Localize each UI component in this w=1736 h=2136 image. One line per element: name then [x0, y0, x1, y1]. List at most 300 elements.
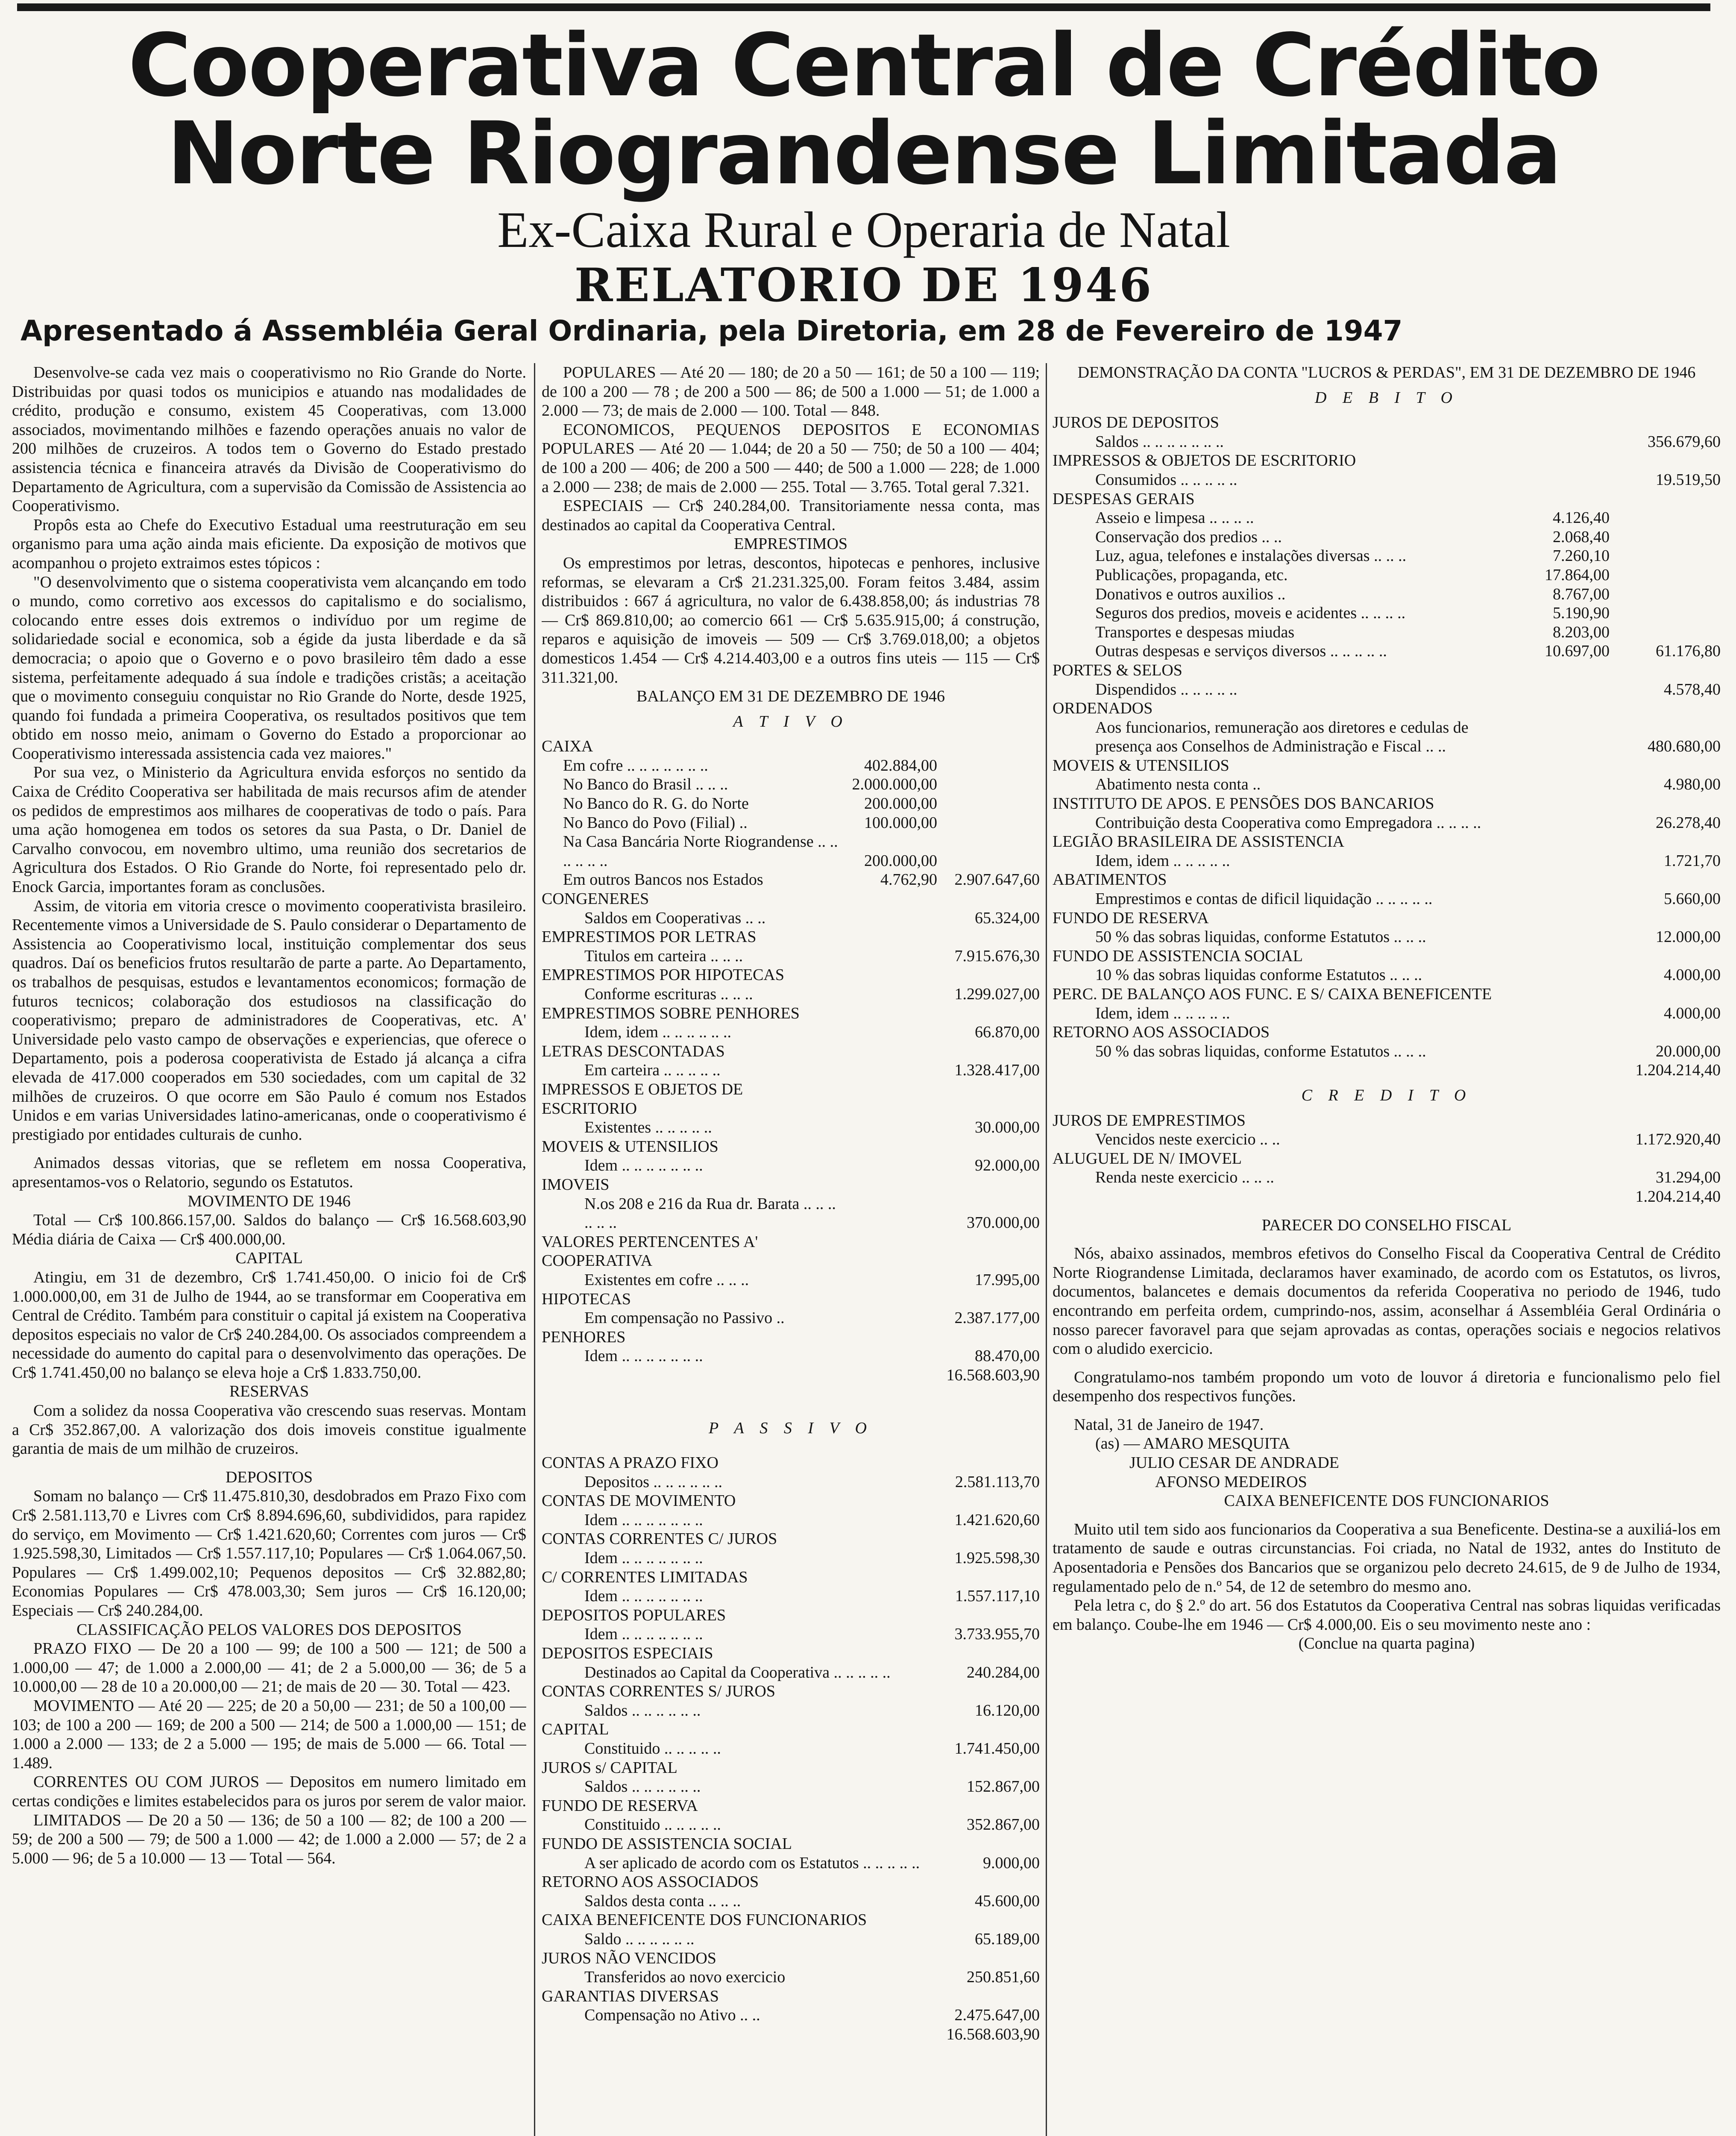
- signature: AFONSO MEDEIROS: [1155, 1473, 1307, 1491]
- ledger-amount: 16.568.603,90: [946, 1366, 1040, 1384]
- ledger-amount: 250.851,60: [967, 1968, 1040, 1986]
- ledger-label: Destinados ao Capital da Cooperativa .. .. .. .. ..: [584, 1663, 891, 1681]
- section-heading: RESERVAS: [229, 1382, 309, 1401]
- ledger-amount: 4.000,00: [1664, 1004, 1721, 1022]
- section-heading: CAIXA BENEFICENTE DOS FUNCIONARIOS: [1224, 1492, 1549, 1510]
- ledger-row: [542, 2006, 1040, 2025]
- ledger-label: Vencidos neste exercicio .. ..: [1095, 1130, 1280, 1149]
- ledger-label: Outras despesas e serviços diversos .. .. .. .. ..: [1095, 642, 1387, 660]
- paragraph: ESPECIAIS — Cr$ 240.284,00. Transitoriamente nessa conta, mas destinados ao capital da Cooperativa Central.: [542, 497, 1040, 534]
- passivo-table: [542, 1453, 1040, 2044]
- ledger-amount: 4.578,40: [1664, 680, 1721, 698]
- ledger-label: Idem .. .. .. .. .. .. ..: [584, 1347, 703, 1365]
- subtitle-former-name: Ex-Caixa Rural e Operaria de Natal: [497, 201, 1230, 258]
- ledger-label: IMPRESSOS & OBJETOS DE ESCRITORIO: [1053, 452, 1356, 470]
- ledger-row: [542, 1777, 1040, 1796]
- ledger-label: Conforme escrituras .. .. ..: [584, 985, 753, 1003]
- ledger-label: RETORNO AOS ASSOCIADOS: [542, 1873, 759, 1891]
- ledger-label: Idem .. .. .. .. .. .. ..: [584, 1625, 703, 1643]
- ledger-amount: 31.294,00: [1656, 1168, 1721, 1187]
- ledger-row: [542, 1854, 1040, 1873]
- ledger-row: [1053, 680, 1721, 699]
- ledger-amount: 1.741.450,00: [954, 1739, 1040, 1758]
- ledger-label: MOVEIS & UTENSILIOS: [1053, 756, 1229, 775]
- ledger-row: [542, 1137, 1040, 1156]
- ledger-label: Idem .. .. .. .. .. .. ..: [584, 1511, 703, 1529]
- ledger-label: Saldos desta conta .. .. ..: [584, 1892, 741, 1910]
- ledger-label: Na Casa Bancária Norte Riograndense .. .. .. .. .. ..: [563, 833, 838, 870]
- ledger-row: [542, 1529, 1040, 1549]
- ledger-amount: 4.000,00: [1664, 966, 1721, 984]
- ledger-row: [542, 1347, 1040, 1366]
- ledger-label: Saldos .. .. .. .. .. .. ..: [1095, 432, 1224, 451]
- ledger-row: [542, 1118, 1040, 1137]
- paragraph: Pela letra c, do § 2.º do art. 56 dos Estatutos da Cooperativa Central nas sobras liquidas verificadas em balanço. Coube-lhe em 1946 — Cr$ 4.000,00. Eis o seu movimento neste ano :: [1053, 1596, 1721, 1634]
- ledger-row: [1053, 947, 1721, 966]
- ledger-label: JUROS DE EMPRESTIMOS: [1053, 1111, 1246, 1130]
- ledger-amount: 61.176,80: [1656, 642, 1721, 660]
- ledger-amount: 1.721,70: [1664, 851, 1721, 870]
- ledger-row: [1053, 1023, 1721, 1042]
- ledger-label: FUNDO DE ASSISTENCIA SOCIAL: [542, 1834, 792, 1853]
- ledger-row: [1053, 889, 1721, 909]
- ledger-label: DESPESAS GERAIS: [1053, 490, 1195, 508]
- ledger-label: DEPOSITOS ESPECIAIS: [542, 1644, 713, 1662]
- ledger-row: [542, 1453, 1040, 1473]
- ledger-row: [542, 1175, 1040, 1194]
- ledger-label: PENHORES: [542, 1328, 626, 1346]
- ledger-row: [542, 1568, 1040, 1587]
- ledger-label: Em compensação no Passivo ..: [584, 1309, 785, 1327]
- ledger-label: RETORNO AOS ASSOCIADOS: [1053, 1023, 1270, 1042]
- paragraph: Desenvolve-se cada vez mais o cooperativismo no Rio Grande do Norte. Distribuidas por quasi todos os municipios e atuando nas modalidades de crédito, produção e consumo, existem 45 Cooperativas, com 13.000 associados, movimentando milhões e fazendo operações anuais no valor de 200 milhões de cruzeiros. A todos tem o Governo do Estado prestado assistencia técnica e financeira através da Divisão de Cooperativismo do Departamento de Agricultura, com a supervisão da Comissão de Assistencia ao Cooperativismo.: [12, 364, 526, 515]
- masthead: [17, 15, 1710, 350]
- ledger-row: [1053, 623, 1721, 642]
- ledger-amount: 1.204.214,40: [1635, 1061, 1721, 1080]
- ledger-row: [542, 1968, 1040, 1987]
- ledger-label: HIPOTECAS: [542, 1290, 631, 1308]
- column-rule-1: [534, 363, 535, 2136]
- ledger-row: [542, 909, 1040, 928]
- paragraph: Total — Cr$ 100.866.157,00. Saldos do balanço — Cr$ 16.568.603,90 Média diária de Caixa — Cr$ 400.000,00.: [12, 1211, 526, 1248]
- ledger-row: [542, 1834, 1040, 1854]
- ledger-row: [542, 1042, 1040, 1061]
- ativo-table: [542, 737, 1040, 1385]
- ledger-row: [542, 756, 1040, 775]
- ledger-amount: 30.000,00: [975, 1118, 1040, 1137]
- column-rule-2: [1046, 363, 1047, 2136]
- paragraph: Animados dessas vitorias, que se refletem em nossa Cooperativa, apresentamos-vos o Relatorio, segundo os Estatutos.: [12, 1154, 526, 1191]
- ledger-label: Saldos .. .. .. .. .. ..: [584, 1701, 701, 1719]
- ledger-amount: 5.660,00: [1664, 890, 1721, 908]
- paragraph: Atingiu, em 31 de dezembro, Cr$ 1.741.450,00. O inicio foi de Cr$ 1.000.000,00, em 31 de Julho de 1944, ao se transformar em Cooperativa em Central de Crédito. Também para constituir o capital já existem na Cooperativa depositos especiais no valor de Cr$ 240.284,00. Os associados compreendem a necessidade do aumento do capital para o desenvolvimento das operações. De Cr$ 1.741.450,00 no balanço se eleva hoje a Cr$ 1.833.750,00.: [12, 1268, 526, 1382]
- section-heading: MOVIMENTO DE 1946: [188, 1192, 351, 1210]
- ledger-label: Abatimento nesta conta ..: [1095, 775, 1261, 794]
- ledger-row: [542, 1663, 1040, 1682]
- title-line-1: Cooperativa Central de Crédito: [128, 15, 1600, 116]
- debito-table: [1053, 413, 1721, 1080]
- ledger-row: [1053, 927, 1721, 947]
- ledger-label: CAPITAL: [542, 1720, 609, 1739]
- ledger-row: [542, 1910, 1040, 1930]
- ledger-label: CONTAS CORRENTES C/ JUROS: [542, 1530, 777, 1548]
- ledger-amount: 152.867,00: [967, 1778, 1040, 1796]
- ledger-row: [542, 1309, 1040, 1328]
- ledger-amount: 1.172.920,40: [1635, 1130, 1721, 1149]
- article-columns: [12, 363, 1721, 2136]
- ledger-row: [542, 1549, 1040, 1568]
- ledger-label: EMPRESTIMOS POR LETRAS: [542, 928, 757, 946]
- ledger-row: [542, 1270, 1040, 1290]
- ledger-label: CAIXA BENEFICENTE DOS FUNCIONARIOS: [542, 1911, 867, 1929]
- ledger-amount: 7.915.676,30: [954, 947, 1040, 965]
- ledger-row: [542, 1194, 1040, 1232]
- ledger-amount: 17.995,00: [975, 1270, 1040, 1289]
- ledger-amount: 12.000,00: [1656, 928, 1721, 946]
- column-1: [12, 363, 526, 2136]
- ledger-row: [1053, 1149, 1721, 1168]
- ledger-label: Luz, agua, telefones e instalações diversas .. .. ..: [1095, 547, 1407, 565]
- ledger-amount: 370.000,00: [967, 1214, 1040, 1232]
- ledger-label: Publicações, propaganda, etc.: [1095, 566, 1288, 584]
- ledger-row: [542, 889, 1040, 909]
- ledger-label: GARANTIAS DIVERSAS: [542, 1987, 719, 2005]
- ledger-row: [1053, 699, 1721, 718]
- ledger-partial: 10.697,00: [1545, 642, 1610, 660]
- ledger-row: [542, 1587, 1040, 1606]
- ledger-amount: 45.600,00: [975, 1892, 1040, 1910]
- ledger-label: Existentes .. .. .. .. ..: [584, 1118, 712, 1137]
- ledger-amount: 3.733.955,70: [954, 1625, 1040, 1643]
- ledger-row: [542, 1720, 1040, 1739]
- ledger-label: INSTITUTO DE APOS. E PENSÕES DOS BANCARIOS: [1053, 795, 1434, 813]
- ledger-row: [542, 870, 1040, 889]
- ledger-label: Idem, idem .. .. .. .. ..: [1095, 851, 1230, 870]
- ledger-label: EMPRESTIMOS SOBRE PENHORES: [542, 1004, 800, 1022]
- ledger-amount: 480.680,00: [1648, 737, 1721, 756]
- ledger-partial: 4.762,90: [880, 871, 937, 889]
- ledger-row: [542, 1644, 1040, 1663]
- demonstration-heading: DEMONSTRAÇÃO DA CONTA "LUCROS & PERDAS", EM 31 DE DEZEMBRO DE 1946: [1077, 364, 1696, 381]
- ledger-partial: 8.203,00: [1553, 623, 1610, 641]
- ledger-label: LETRAS DESCONTADAS: [542, 1042, 725, 1060]
- ledger-row: [1053, 965, 1721, 985]
- ledger-row: [1053, 813, 1721, 833]
- ledger-amount: 1.925.598,30: [954, 1549, 1040, 1567]
- ledger-label: VALORES PERTENCENTES A' COOPERATIVA: [542, 1232, 758, 1270]
- ledger-row: [1053, 851, 1721, 871]
- ledger-partial: 17.864,00: [1545, 566, 1610, 584]
- ledger-row: [542, 832, 1040, 870]
- ledger-row: [542, 1987, 1040, 2006]
- ledger-row: [1053, 775, 1721, 794]
- ledger-row: [1053, 1111, 1721, 1130]
- ledger-row: [1053, 470, 1721, 490]
- ledger-partial: 402.884,00: [864, 756, 937, 775]
- ledger-row: [542, 2025, 1040, 2044]
- ledger-row: [1053, 985, 1721, 1004]
- ledger-label: JUROS s/ CAPITAL: [542, 1758, 677, 1777]
- paragraph: Congratulamo-nos também propondo um voto de louvor á diretoria e funcionalismo pelo fiel desempenho dos respectivos funções.: [1053, 1368, 1721, 1405]
- continued-note: (Conclue na quarta pagina): [1298, 1634, 1475, 1653]
- ledger-row: [1053, 870, 1721, 889]
- ledger-row: [542, 1872, 1040, 1892]
- debito-heading: D E B I T O: [1315, 388, 1458, 407]
- ledger-label: Contribuição desta Cooperativa como Empregadora .. .. .. ..: [1095, 813, 1481, 832]
- ledger-label: Dispendidos .. .. .. .. ..: [1095, 680, 1237, 698]
- ledger-label: ALUGUEL DE N/ IMOVEL: [1053, 1149, 1242, 1168]
- ledger-label: Titulos em carteira .. .. ..: [584, 947, 743, 965]
- ledger-label: JUROS DE DEPOSITOS: [1053, 414, 1219, 432]
- ledger-row: [1053, 1042, 1721, 1061]
- ledger-amount: 1.421.620,60: [954, 1511, 1040, 1529]
- ledger-label: No Banco do Brasil .. .. ..: [563, 775, 728, 794]
- ativo-heading: A T I V O: [733, 712, 848, 731]
- ledger-label: JUROS NÃO VENCIDOS: [542, 1949, 716, 1967]
- paragraph: MOVIMENTO — Até 20 — 225; de 20 a 50,00 — 231; de 50 a 100,00 — 103; de 100 a 200 — 169; de 200 a 500 — 214; de 500 a 1.000,00 — 151; de 1.000 a 2.000 — 133; de 2 a 5.000 — 195; de mais de 5.000 — 66. Total — 1.489.: [12, 1696, 526, 1772]
- ledger-partial: 2.000.000,00: [852, 775, 937, 794]
- ledger-row: [1053, 1187, 1721, 1206]
- paragraph: CORRENTES OU COM JUROS — Depositos em numero limitado em certas condições e limites estabelecidos para os juros por serem de valor maior.: [12, 1773, 526, 1810]
- ledger-row: [542, 1682, 1040, 1701]
- ledger-label: N.os 208 e 216 da Rua dr. Barata .. .. .. .. .. ..: [584, 1194, 836, 1232]
- paragraph: Propôs esta ao Chefe do Executivo Estadual uma reestruturação em seu organismo para uma ação ainda mais eficiente. Da exposição de motivos que acompanhou o projeto extraimos estes tópicos :: [12, 516, 526, 572]
- paragraph: Por sua vez, o Ministerio da Agricultura envida esforços no sentido da Caixa de Crédito Cooperativa ser habilitada de mais recursos afim de atender os pedidos de emprestimos aos milhares de cooperativas de todo o país. Para uma ação homogenea em todos os setores da sua Pasta, o Dr. Daniel de Carvalho convocou, em novembro ultimo, uma reunião dos secretarios de Agricultura dos Estados. O Rio Grande do Norte, foi representado pelo dr. Enock Garcia, importantes foram as conclusões.: [12, 763, 526, 896]
- ledger-label: FUNDO DE RESERVA: [542, 1796, 698, 1815]
- ledger-row: [542, 794, 1040, 813]
- ledger-row: [1053, 566, 1721, 585]
- ledger-amount: 2.581.113,70: [955, 1473, 1040, 1491]
- ledger-row: [542, 1701, 1040, 1720]
- ledger-amount: 20.000,00: [1656, 1042, 1721, 1060]
- ledger-amount: 65.324,00: [975, 909, 1040, 927]
- ledger-label: CONTAS CORRENTES S/ JUROS: [542, 1682, 776, 1701]
- ledger-amount: 2.475.647,00: [954, 2006, 1040, 2025]
- balance-heading: BALANÇO EM 31 DE DEZEMBRO DE 1946: [636, 687, 945, 706]
- ledger-label: FUNDO DE ASSISTENCIA SOCIAL: [1053, 947, 1303, 965]
- ledger-row: [542, 1004, 1040, 1023]
- ledger-label: No Banco do R. G. do Norte: [563, 795, 749, 813]
- column-3: [1053, 363, 1721, 2136]
- ledger-row: [1053, 546, 1721, 566]
- ledger-partial: 100.000,00: [864, 813, 937, 832]
- ledger-row: [542, 1232, 1040, 1270]
- ledger-label: Saldos .. .. .. .. .. ..: [584, 1778, 701, 1796]
- ledger-label: Consumidos .. .. .. .. ..: [1095, 470, 1237, 489]
- ledger-partial: 7.260,10: [1553, 547, 1610, 565]
- ledger-row: [1053, 528, 1721, 547]
- ledger-row: [542, 775, 1040, 794]
- ledger-label: Idem .. .. .. .. .. .. ..: [584, 1156, 703, 1175]
- ledger-label: MOVEIS & UTENSILIOS: [542, 1137, 718, 1156]
- ledger-row: [1053, 432, 1721, 452]
- ledger-row: [542, 965, 1040, 985]
- ledger-label: IMOVEIS: [542, 1175, 610, 1194]
- ledger-label: Aos funcionarios, remuneração aos diretores e cedulas de presença aos Conselhos de Administração e Fiscal .. ..: [1095, 718, 1469, 756]
- ledger-row: [1053, 508, 1721, 528]
- ledger-label: CONTAS DE MOVIMENTO: [542, 1492, 736, 1510]
- section-heading: PARECER DO CONSELHO FISCAL: [1261, 1216, 1512, 1234]
- ledger-label: Em outros Bancos nos Estados: [563, 871, 763, 889]
- ledger-label: Idem .. .. .. .. .. .. ..: [584, 1549, 703, 1567]
- ledger-row: [1053, 661, 1721, 680]
- ledger-row: [1053, 451, 1721, 470]
- section-heading: EMPRESTIMOS: [733, 535, 848, 553]
- ledger-row: [542, 1473, 1040, 1492]
- ledger-row: [1053, 1061, 1721, 1080]
- ledger-label: Asseio e limpesa .. .. .. ..: [1095, 509, 1254, 527]
- ledger-row: [542, 1290, 1040, 1309]
- ledger-amount: 240.284,00: [967, 1663, 1040, 1681]
- ledger-amount: 1.328.417,00: [954, 1061, 1040, 1080]
- ledger-amount: 92.000,00: [975, 1156, 1040, 1175]
- ledger-label: Donativos e outros auxilios ..: [1095, 585, 1286, 603]
- ledger-amount: 1.204.214,40: [1635, 1187, 1721, 1206]
- ledger-partial: 2.068,40: [1553, 528, 1610, 546]
- ledger-row: [542, 813, 1040, 833]
- paragraph: Os emprestimos por letras, descontos, hipotecas e penhores, inclusive reformas, se elevaram a Cr$ 21.231.325,00. Foram feitos 3.484, assim distribuidos : 667 á agricultura, no valor de 6.438.858,00; ás industrias 78 — Cr$ 869.810,00; ao comercio 661 — Cr$ 5.635.915,00; á construção, reparos e aquisição de imoveis — 509 — Cr$ 3.769.018,00; a objetos domesticos 1.454 — Cr$ 4.214.403,00 e a outros fins uteis — 115 — Cr$ 311.321,00.: [542, 554, 1040, 687]
- ledger-row: [542, 1930, 1040, 1949]
- ledger-row: [542, 737, 1040, 756]
- ledger-row: [1053, 585, 1721, 604]
- title-line-2: Norte Riograndense Limitada: [167, 103, 1561, 204]
- ledger-label: No Banco do Povo (Filial) ..: [563, 813, 748, 832]
- ledger-row: [1053, 909, 1721, 928]
- ledger-label: Depositos .. .. .. .. .. ..: [584, 1473, 722, 1491]
- paragraph: Nós, abaixo assinados, membros efetivos do Conselho Fiscal da Cooperativa Central de Crédito Norte Riograndense Limitada, declaramos haver examinado, de acordo com os Estatutos, os livros, documentos, balancetes e demais documentos da referida Cooperativa no periodo de 1946, tudo encontrando em perfeita ordem, cumprindo-nos, assim, aconselhar á Assembléia Geral Ordinária o nosso parecer favoravel para que sejam aprovadas as contas, operações sociais e negocios relativos com o aludido exercicio.: [1053, 1244, 1721, 1358]
- ledger-row: [1053, 794, 1721, 813]
- ledger-amount: 26.278,40: [1656, 813, 1721, 832]
- ledger-row: [542, 1511, 1040, 1530]
- ledger-label: Constituido .. .. .. .. ..: [584, 1739, 721, 1758]
- ledger-label: Transferidos ao novo exercicio: [584, 1968, 786, 1986]
- ledger-label: 50 % das sobras liquidas, conforme Estatutos .. .. ..: [1095, 1042, 1426, 1060]
- ledger-amount: 16.120,00: [975, 1701, 1040, 1719]
- ledger-row: [542, 1949, 1040, 1968]
- paragraph: POPULARES — Até 20 — 180; de 20 a 50 — 161; de 50 a 100 — 119; de 100 a 200 — 78 ; de 200 a 500 — 86; de 500 a 1.000 — 51; de 1.000 a 2.000 — 73; de mais de 2.000 — 100. Total — 848.: [542, 364, 1040, 420]
- ledger-label: ABATIMENTOS: [1053, 871, 1167, 889]
- ledger-label: C/ CORRENTES LIMITADAS: [542, 1568, 748, 1586]
- ledger-amount: 356.679,60: [1648, 432, 1721, 451]
- ledger-row: [542, 1366, 1040, 1385]
- ledger-row: [542, 1796, 1040, 1816]
- paragraph: Com a solidez da nossa Cooperativa vão crescendo suas reservas. Montam a Cr$ 352.867,00. A valorização dos dois imoveis constitue igualmente garantia de mais de um milhão de cruzeiros.: [12, 1402, 526, 1458]
- passivo-heading: P A S S I V O: [709, 1419, 873, 1438]
- ledger-label: Transportes e despesas miudas: [1095, 623, 1295, 641]
- ledger-label: Conservação dos predios .. ..: [1095, 528, 1282, 546]
- ledger-row: [542, 947, 1040, 966]
- ledger-label: ORDENADOS: [1053, 699, 1153, 718]
- section-heading: DEPOSITOS: [225, 1468, 313, 1486]
- ledger-row: [1053, 832, 1721, 851]
- ledger-label: CONTAS A PRAZO FIXO: [542, 1454, 718, 1472]
- ledger-amount: 2.387.177,00: [954, 1309, 1040, 1327]
- ledger-row: [1053, 490, 1721, 509]
- ledger-label: Idem .. .. .. .. .. .. ..: [584, 1587, 703, 1605]
- ledger-row: [542, 1892, 1040, 1911]
- ledger-row: [542, 1491, 1040, 1511]
- ledger-label: DEPOSITOS POPULARES: [542, 1606, 726, 1624]
- ledger-partial: 4.126,40: [1553, 509, 1610, 527]
- ledger-row: [542, 1023, 1040, 1042]
- ledger-amount: 1.299.027,00: [954, 985, 1040, 1003]
- ledger-amount: 352.867,00: [967, 1816, 1040, 1834]
- ledger-label: 10 % das sobras liquidas conforme Estatutos .. .. ..: [1095, 966, 1422, 984]
- ledger-amount: 65.189,00: [975, 1930, 1040, 1948]
- ledger-label: Compensação no Ativo .. ..: [584, 2006, 760, 2025]
- signature-date: Natal, 31 de Janeiro de 1947.: [1074, 1415, 1264, 1434]
- ledger-amount: 1.557.117,10: [955, 1587, 1040, 1605]
- credito-heading: C R E D I T O: [1301, 1086, 1472, 1104]
- ledger-row: [1053, 413, 1721, 432]
- paragraph: Assim, de vitoria em vitoria cresce o movimento cooperativista brasileiro. Recentemente vimos a Universidade de S. Paulo considerar o Departamento de Assistencia ao Cooperativismo local, instituição complementar dos seus quadros. Daí os beneficios frutos resultarão de parte a parte. Ao Departamento, os trabalhos de pesquisas, estudos e levantamentos economicos; formação de futuros tecnicos; colaboração dos estudiosos na classificação do cooperativismo; preparo de administradores de Cooperativas, etc. A' Universidade pelo vasto campo de observações e experiencias, que oferece o Departamento, pois a poderosa cooperativista de Estado já alcança a cifra elevada de 417.000 cooperados em 530 sociedades, com um capital de 32 milhões de cruzeiros. O que ocorre em São Paulo é comum nos Estados Unidos e em varias Universidades latino-americanas, onde o cooperativismo é prestigiado por entidades culturais de cunho.: [12, 897, 526, 1144]
- ledger-row: [1053, 718, 1721, 756]
- ledger-label: Emprestimos e contas de dificil liquidação .. .. .. .. ..: [1095, 890, 1433, 908]
- ledger-label: 50 % das sobras liquidas, conforme Estatutos .. .. ..: [1095, 928, 1426, 946]
- ledger-label: Renda neste exercicio .. .. ..: [1095, 1168, 1274, 1187]
- report-presentation: Apresentado á Assembléia Geral Ordinaria, pela Diretoria, em 28 de Fevereiro de 1947: [21, 314, 1403, 347]
- ledger-label: Constituido .. .. .. .. ..: [584, 1816, 721, 1834]
- section-heading: CLASSIFICAÇÃO PELOS VALORES DOS DEPOSITOS: [76, 1620, 462, 1639]
- report-title: RELATORIO DE 1946: [574, 258, 1153, 312]
- ledger-row: [1053, 604, 1721, 623]
- ledger-amount: 9.000,00: [983, 1854, 1040, 1872]
- ledger-row: [1053, 642, 1721, 661]
- section-heading: CAPITAL: [235, 1249, 303, 1268]
- ledger-amount: 19.519,50: [1656, 470, 1721, 489]
- ledger-label: IMPRESSOS E OBJETOS DE ESCRITORIO: [542, 1080, 743, 1118]
- column-2: [542, 363, 1040, 2136]
- ledger-row: [542, 1080, 1040, 1118]
- paragraph: Muito util tem sido aos funcionarios da Cooperativa a sua Beneficente. Destina-se a auxiliá-los em tratamento de saude e outras circunstancias. Foi criada, no Natal de 1932, antes do Instituto de Aposentadoria e Pensões dos Bancarios que se organizou pelo decreto 24.615, de 9 de Julho de 1934, regulamentado pelo de n.º 54, de 12 de setembro do mesmo ano.: [1053, 1520, 1721, 1596]
- ledger-label: FUNDO DE RESERVA: [1053, 909, 1209, 927]
- ledger-amount: 88.470,00: [975, 1347, 1040, 1365]
- ledger-label: LEGIÃO BRASILEIRA DE ASSISTENCIA: [1053, 833, 1344, 851]
- ledger-label: Saldos em Cooperativas .. ..: [584, 909, 766, 927]
- ledger-partial: 5.190,90: [1553, 604, 1610, 622]
- ledger-row: [542, 1606, 1040, 1625]
- ledger-label: Idem, idem .. .. .. .. .. ..: [584, 1023, 732, 1042]
- ledger-partial: 200.000,00: [864, 851, 937, 870]
- ledger-row: [1053, 1130, 1721, 1149]
- ledger-row: [542, 1739, 1040, 1758]
- ledger-partial: 8.767,00: [1553, 585, 1610, 603]
- ledger-label: Seguros dos predios, moveis e acidentes .. .. .. ..: [1095, 604, 1406, 622]
- signature: (as) — AMARO MESQUITA: [1095, 1435, 1290, 1453]
- ledger-label: PERC. DE BALANÇO AOS FUNC. E S/ CAIXA BENEFICENTE: [1053, 985, 1492, 1003]
- ledger-amount: 66.870,00: [975, 1023, 1040, 1042]
- signature: JULIO CESAR DE ANDRADE: [1129, 1454, 1339, 1472]
- ledger-row: [542, 1156, 1040, 1175]
- top-rule: [17, 3, 1710, 11]
- ledger-row: [542, 927, 1040, 947]
- ledger-row: [542, 1061, 1040, 1080]
- ledger-row: [542, 1758, 1040, 1778]
- ledger-row: [542, 1328, 1040, 1347]
- paragraph: PRAZO FIXO — De 20 a 100 — 99; de 100 a 500 — 121; de 500 a 1.000,00 — 47; de 1.000 a 2.000,00 — 41; de 2 a 5.000,00 — 36; de 5 a 10.000,00 — 28 de 10 a 20.000,00 — 21; de mais de 20 — 30. Total — 423.: [12, 1640, 526, 1696]
- ledger-label: Idem, idem .. .. .. .. ..: [1095, 1004, 1230, 1022]
- ledger-amount: 16.568.603,90: [946, 2025, 1040, 2043]
- ledger-label: PORTES & SELOS: [1053, 661, 1182, 679]
- ledger-row: [1053, 756, 1721, 775]
- paragraph: LIMITADOS — De 20 a 50 — 136; de 50 a 100 — 82; de 100 a 200 — 59; de 200 a 500 — 79; de 500 a 1.000 — 42; de 1.000 a 2.000 — 57; de 2 a 5.000 — 96; de 5 a 10.000 — 13 — Total — 564.: [12, 1811, 526, 1867]
- ledger-row: [542, 1625, 1040, 1644]
- credito-table: [1053, 1111, 1721, 1206]
- ledger-label: Em cofre .. .. .. .. .. .. ..: [563, 756, 708, 775]
- ledger-label: Existentes em cofre .. .. ..: [584, 1270, 749, 1289]
- ledger-label: CAIXA: [542, 737, 593, 756]
- ledger-row: [1053, 1168, 1721, 1187]
